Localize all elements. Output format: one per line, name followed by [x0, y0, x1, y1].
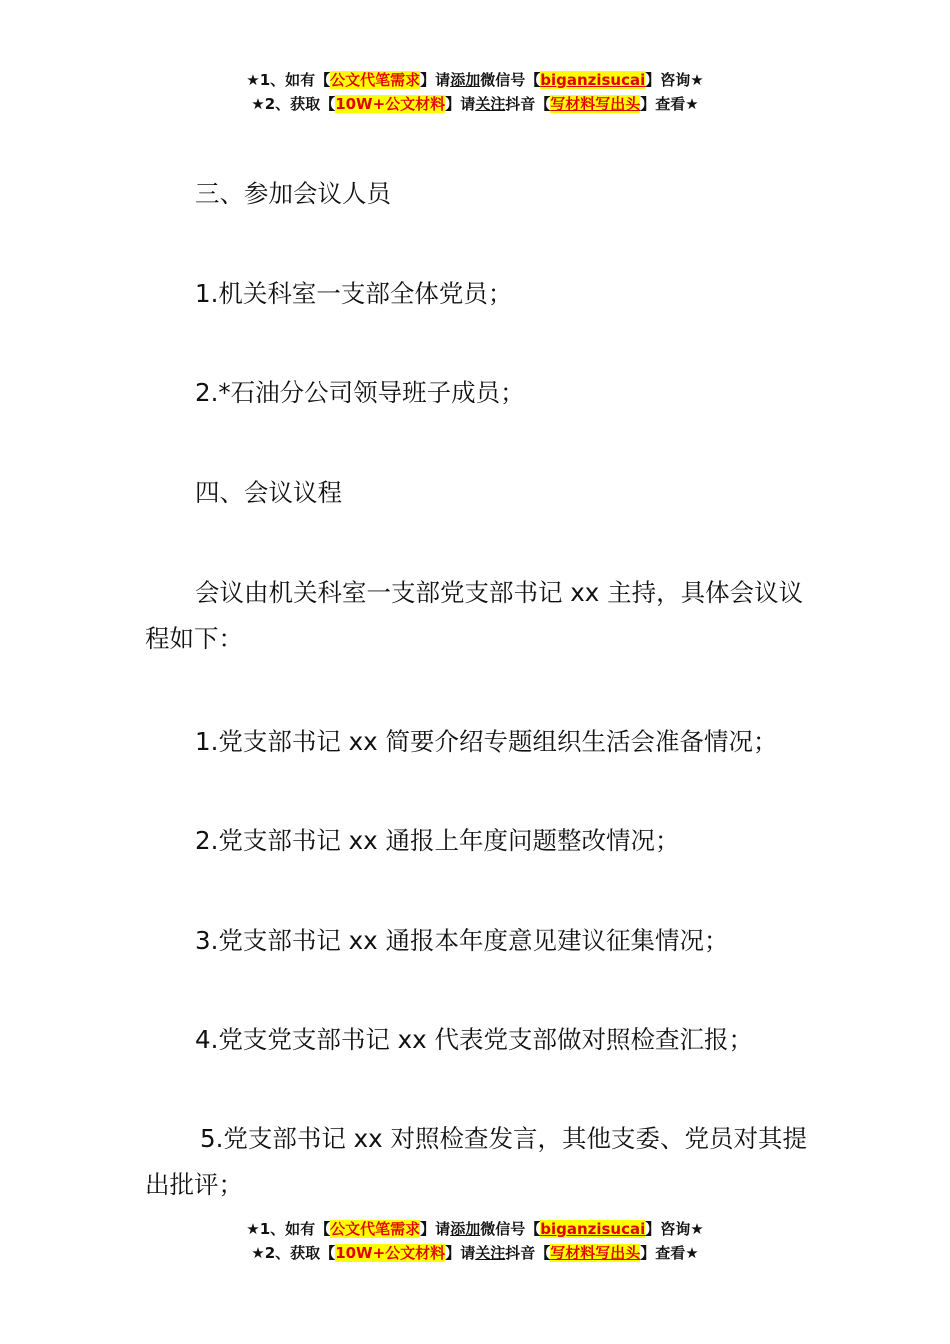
banner-text: ★1、如有【 [246, 71, 331, 89]
section-heading-attendees: 三、参加会议人员 [195, 179, 391, 208]
banner-text: 】请 [420, 71, 451, 89]
banner-underlined-text: 添加 [450, 71, 481, 89]
highlight-wechat-id: biganzisucai [540, 71, 646, 89]
banner-text: 】咨询★ [645, 71, 704, 89]
banner-text: 微信号【 [480, 71, 541, 89]
highlight-douyin-id: 写材料写出头 [550, 95, 641, 113]
banner-text: 】请 [445, 95, 476, 113]
banner-text: 】查看★ [640, 95, 699, 113]
highlight-materials: 10W+公文材料 [335, 1244, 446, 1262]
attendee-item-1: 1.机关科室一支部全体党员； [195, 279, 513, 308]
agenda-item-5: 5.党支部书记 xx 对照检查发言，其他支委、党员对其提出批评； [145, 1124, 807, 1199]
agenda-item-2: 2.党支部书记 xx 通报上年度问题整改情况； [195, 826, 680, 855]
section-heading-agenda: 四、会议议程 [195, 478, 342, 507]
banner-text: 】请 [420, 1220, 451, 1238]
agenda-item-1: 1.党支部书记 xx 简要介绍专题组织生活会准备情况； [195, 727, 778, 756]
banner-text: 】查看★ [640, 1244, 699, 1262]
banner-text: 】请 [445, 1244, 476, 1262]
banner-line-1 [0, 1217, 950, 1241]
attendee-item-2: 2.*石油分公司领导班子成员； [195, 378, 525, 407]
agenda-item-3: 3.党支部书记 xx 通报本年度意见建议征集情况； [195, 926, 729, 955]
highlight-materials: 10W+公文材料 [335, 95, 446, 113]
highlight-wechat-id: biganzisucai [540, 1220, 646, 1238]
banner-line-2 [0, 92, 950, 116]
banner-line-2 [0, 1241, 950, 1265]
banner-text: 】咨询★ [645, 1220, 704, 1238]
header-banner [0, 68, 950, 116]
agenda-intro-paragraph: 会议由机关科室一支部党支部书记 xx 主持，具体会议议程如下： [145, 578, 804, 653]
agenda-item-4: 4.党支党支部书记 xx 代表党支部做对照检查汇报； [195, 1025, 753, 1054]
banner-text: 抖音【 [505, 95, 551, 113]
highlight-service: 公文代笔需求 [330, 71, 421, 89]
banner-text: 微信号【 [480, 1220, 541, 1238]
banner-text: ★1、如有【 [246, 1220, 331, 1238]
banner-text: ★2、获取【 [251, 95, 336, 113]
banner-underlined-text: 关注 [475, 95, 506, 113]
highlight-service: 公文代笔需求 [330, 1220, 421, 1238]
banner-text: 抖音【 [505, 1244, 551, 1262]
footer-banner [0, 1217, 950, 1265]
highlight-douyin-id: 写材料写出头 [550, 1244, 641, 1262]
banner-line-1 [0, 68, 950, 92]
banner-text: ★2、获取【 [251, 1244, 336, 1262]
banner-underlined-text: 关注 [475, 1244, 506, 1262]
banner-underlined-text: 添加 [450, 1220, 481, 1238]
